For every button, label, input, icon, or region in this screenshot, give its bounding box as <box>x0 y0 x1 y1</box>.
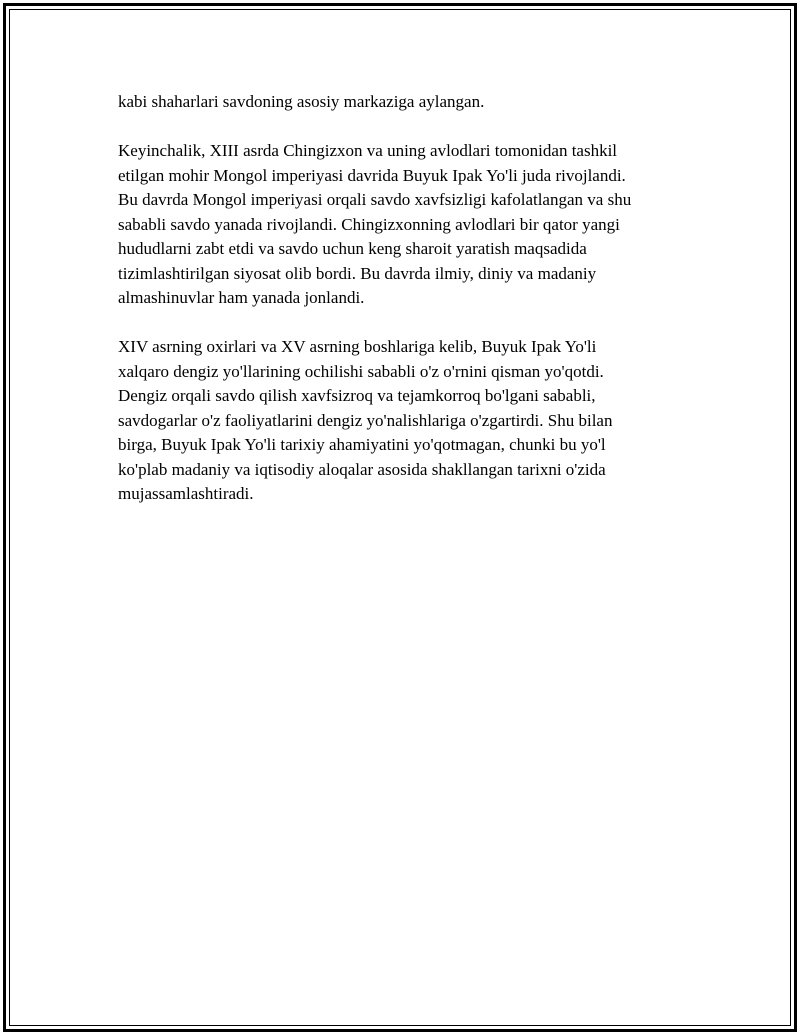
paragraph-2 <box>118 139 688 311</box>
text-line: sababli savdo yanada rivojlandi. Chingizxonning avlodlari bir qator yangi <box>118 214 620 234</box>
text-line: birga, Buyuk Ipak Yo'li tarixiy ahamiyatini yo'qotmagan, chunki bu yo'l <box>118 435 606 454</box>
text-line: ko'plab madaniy va iqtisodiy aloqalar asosida shakllangan tarixni o'zida <box>118 459 606 479</box>
paragraph-1 <box>118 90 688 115</box>
paragraph-3 <box>118 335 688 507</box>
document-body <box>118 90 688 531</box>
text-line: mujassamlashtiradi. <box>118 484 254 503</box>
text-line: hududlarni zabt etdi va savdo uchun keng sharoit yaratish maqsadida <box>118 239 587 258</box>
text-line: XIV asrning oxirlari va XV asrning boshlariga kelib, Buyuk Ipak Yo'li <box>118 337 597 356</box>
text-line: savdogarlar o'z faoliyatlarini dengiz yo'nalishlariga o'zgartirdi. Shu bilan <box>118 410 613 430</box>
text-line: tizimlashtirilgan siyosat olib bordi. Bu davrda ilmiy, diniy va madaniy <box>118 263 597 283</box>
text-line: Dengiz orqali savdo qilish xavfsizroq va tejamkorroq bo'lgani sababli, <box>118 386 596 405</box>
text-line: xalqaro dengiz yo'llarining ochilishi sababli o'z o'rnini qisman yo'qotdi. <box>118 361 604 381</box>
text-line: kabi shaharlari savdoning asosiy markaziga aylangan. <box>118 92 485 111</box>
text-line: Bu davrda Mongol imperiyasi orqali savdo xavfsizligi kafolatlangan va shu <box>118 190 632 209</box>
text-line: almashinuvlar ham yanada jonlandi. <box>118 288 365 307</box>
text-line: etilgan mohir Mongol imperiyasi davrida Buyuk Ipak Yo'li juda rivojlandi. <box>118 165 626 185</box>
text-line: Keyinchalik, XIII asrda Chingizxon va uning avlodlari tomonidan tashkil <box>118 141 618 160</box>
